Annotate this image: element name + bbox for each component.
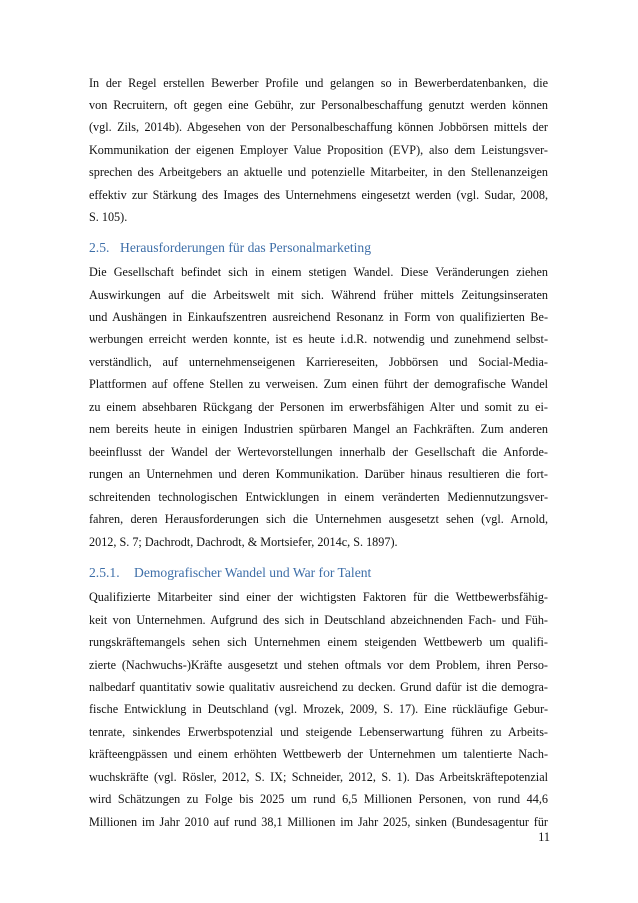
section-number: 2.5. — [89, 240, 110, 255]
section-title: Demografischer Wandel und War for Talent — [134, 565, 372, 580]
text-line: fische Entwicklung in Deutschland (vgl. Mrozek, 2009, S. 17). Eine rückläufige Gebur- — [89, 702, 548, 716]
text-line: sprechen des Arbeitgebers an aktuelle und potenzielle Mitarbeiter, in den Stellenanzeigen — [89, 165, 548, 179]
text-line: beeinflusst der Wandel der Wertevorstellungen innerhalb der Gesellschaft die Anforde- — [89, 445, 548, 459]
text-line: In der Regel erstellen Bewerber Profile und gelangen so in Bewerberdatenbanken, die — [89, 76, 548, 90]
text-line: S. 105). — [89, 210, 128, 224]
text-line: Plattformen auf offene Stellen zu verweisen. Zum einen führt der demografische Wandel — [89, 377, 548, 391]
text-line: kräfteengpässen und einem erhöhten Wettbewerb der Unternehmen um talentierte Nach- — [89, 747, 548, 761]
text-line: und Aushängen in Einkaufszentren ausreichend Resonanz in Form von qualifizierten Be- — [89, 310, 548, 324]
text-line: nalbedarf quantitativ sowie qualitativ ausreichend zu decken. Grund dafür ist die demogra- — [89, 680, 548, 694]
text-line: schreitenden technologischen Entwicklungen in einem veränderten Mediennutzungsver- — [89, 490, 548, 504]
text-line: Kommunikation der eigenen Employer Value Proposition (EVP), also dem Leistungsver- — [89, 143, 548, 157]
text-line: Qualifizierte Mitarbeiter sind einer der wichtigsten Faktoren für die Wettbewerbsfähig- — [89, 590, 548, 604]
text-line: wuchskräfte (vgl. Rösler, 2012, S. IX; Schneider, 2012, S. 1). Das Arbeitskräftepotenzial — [89, 770, 548, 784]
text-line: zu einem absehbaren Rückgang der Personen im erwerbsfähigen Alter und somit zu ei- — [89, 400, 548, 414]
text-line: werbungen erreicht werden konnte, ist es heute i.d.R. notwendig und zunehmend selbst- — [89, 332, 548, 346]
text-line: Auswirkungen auf die Arbeitswelt mit sich. Während früher mittels Zeitungsinseraten — [89, 288, 548, 302]
section-heading-2-5-1 — [89, 564, 371, 582]
section-title: Herausforderungen für das Personalmarketing — [120, 240, 372, 255]
section-number: 2.5.1. — [89, 565, 120, 580]
text-line: nem bereits heute in einigen Industrien spürbaren Mangel an Fachkräften. Zum anderen — [89, 422, 548, 436]
text-line: Millionen im Jahr 2010 auf rund 38,1 Millionen im Jahr 2025, sinken (Bundesagentur für — [89, 815, 548, 829]
text-line: effektiv zur Stärkung des Images des Unternehmens eingesetzt werden (vgl. Sudar, 2008, — [89, 188, 548, 202]
text-line: Die Gesellschaft befindet sich in einem stetigen Wandel. Diese Veränderungen ziehen — [89, 265, 548, 279]
text-line: verständlich, auf unternehmenseigenen Karriereseiten, Jobbörsen und Social-Media- — [89, 355, 548, 369]
text-line: (vgl. Zils, 2014b). Abgesehen von der Personalbeschaffung können Jobbörsen mittels der — [89, 120, 548, 134]
section-heading-2-5 — [89, 239, 371, 257]
text-line: von Recruitern, oft gegen eine Gebühr, zur Personalbeschaffung genutzt werden können — [89, 98, 548, 112]
text-line: rungskräftemangels sehen sich Unternehmen einem steigenden Wettbewerb um qualifi- — [89, 635, 548, 649]
text-line: fahren, deren Herausforderungen sich die Unternehmen ausgesetzt sehen (vgl. Arnold, — [89, 512, 548, 526]
text-line: keit von Unternehmen. Aufgrund des sich in Deutschland abzeichnenden Fach- und Füh- — [89, 613, 548, 627]
text-line: tenrate, sinkendes Erwerbspotenzial und steigende Lebenserwartung führen zu Arbeits- — [89, 725, 548, 739]
text-line: wird Schätzungen zu Folge bis 2025 um rund 6,5 Millionen Personen, von rund 44,6 — [89, 792, 548, 806]
text-line: 2012, S. 7; Dachrodt, Dachrodt, & Mortsiefer, 2014c, S. 1897). — [89, 535, 398, 549]
text-line: rungen an Unternehmen und deren Kommunikation. Darüber hinaus resultieren die fort- — [89, 467, 548, 481]
text-line: zierte (Nachwuchs-)Kräfte ausgesetzt und stehen oftmals vor dem Problem, ihren Perso- — [89, 658, 548, 672]
page-number: 11 — [538, 830, 550, 844]
